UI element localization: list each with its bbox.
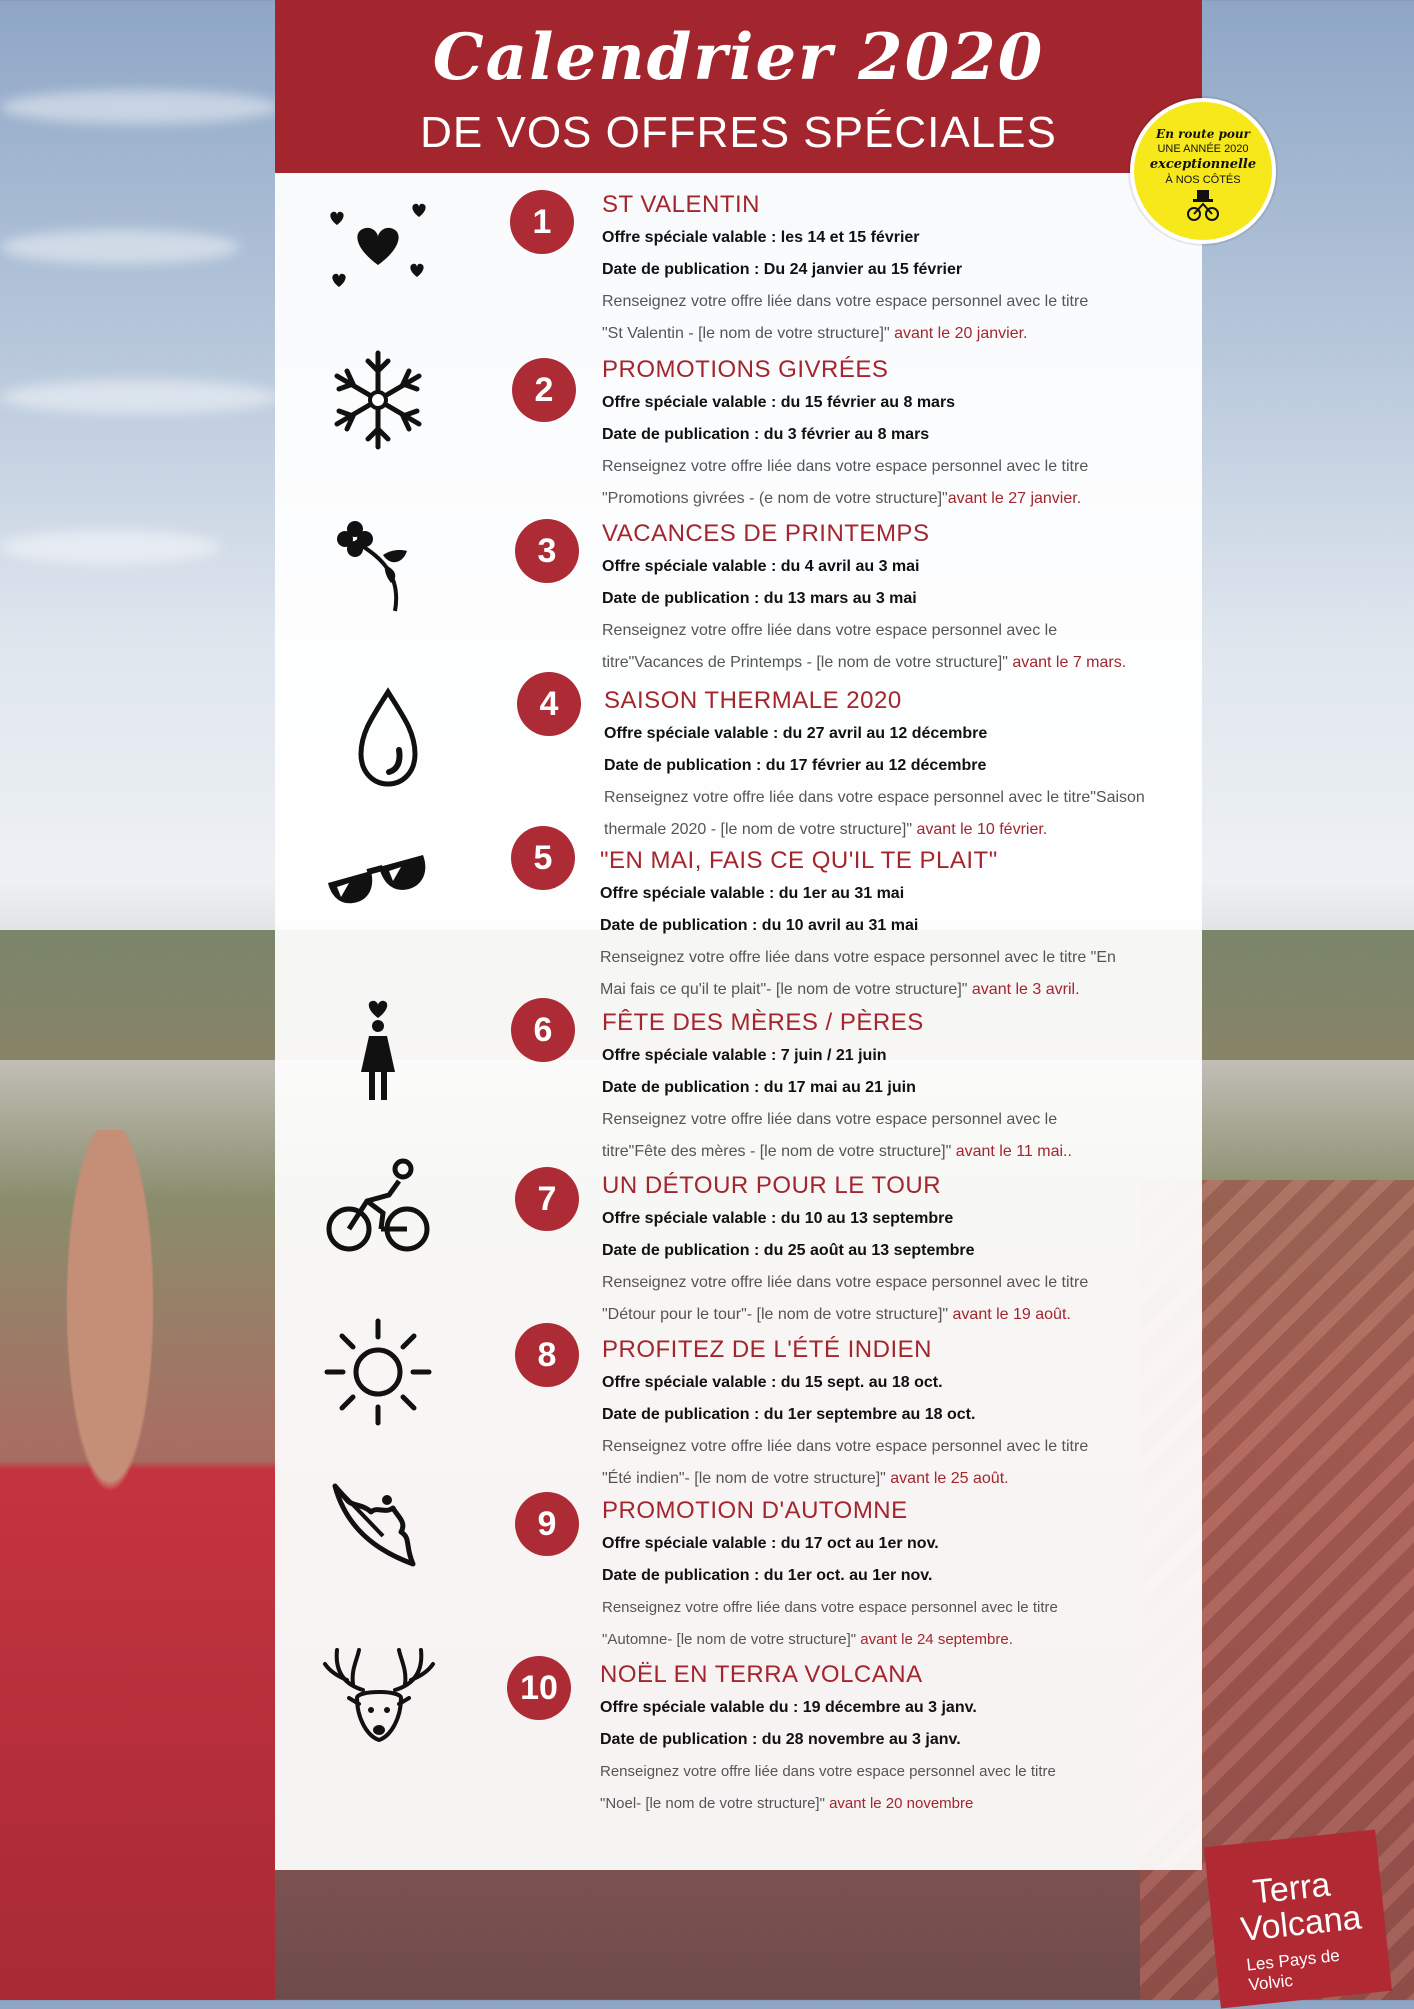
offer-info: Renseignez votre offre liée dans votre espace personnel avec le titre <box>602 1438 1089 1455</box>
offer-text <box>602 519 1192 679</box>
offer-text <box>602 1496 1192 1656</box>
offer-text <box>602 355 1192 515</box>
offer-validity: Offre spéciale valable : du 4 avril au 3 mai <box>602 558 920 575</box>
logo-tagline: Les Pays de Volvic <box>1245 1945 1341 1995</box>
offer-info-text: titre"Vacances de Printemps - [le nom de votre structure]" <box>602 654 1013 671</box>
sunglasses-icon <box>323 831 433 941</box>
background-cloud <box>0 90 280 124</box>
offer-info-text: Mai fais ce qu'il te plait"- [le nom de votre structure]" <box>600 981 972 998</box>
background-cloud <box>0 530 220 564</box>
offer-publication: Date de publication : du 10 avril au 31 mai <box>600 917 919 934</box>
offer-info: Renseignez votre offre liée dans votre espace personnel avec le titre <box>602 458 1089 475</box>
offer-info: Renseignez votre offre liée dans votre espace personnel avec le titre <box>600 1763 1056 1780</box>
offer-info-2 <box>600 974 1190 1006</box>
offer-validity: Offre spéciale valable : du 17 oct au 1er nov. <box>602 1535 939 1552</box>
offer-info-text: thermale 2020 - [le nom de votre structure]" <box>604 821 917 838</box>
offer-title: PROFITEZ DE L'ÉTÉ INDIEN <box>602 1336 932 1363</box>
offer-deadline: avant le 3 avril. <box>971 981 1080 998</box>
offer-info-2 <box>602 647 1192 679</box>
offer-validity: Offre spéciale valable : du 1er au 31 mai <box>600 885 905 902</box>
offer-validity: Offre spéciale valable : du 15 sept. au 18 oct. <box>602 1374 943 1391</box>
offer-info-2 <box>602 1136 1192 1168</box>
offer-publication: Date de publication : du 17 février au 12 décembre <box>604 757 987 774</box>
offer-info: Renseignez votre offre liée dans votre espace personnel avec le titre <box>602 293 1089 310</box>
offer-title: "EN MAI, FAIS CE QU'IL TE PLAIT" <box>600 847 998 874</box>
offer-validity: Offre spéciale valable : du 10 au 13 septembre <box>602 1210 954 1227</box>
offer-deadline: avant le 10 février. <box>916 821 1048 838</box>
offer-info-text: "Été indien"- [le nom de votre structure]" <box>602 1470 891 1487</box>
badge-line-1: En route pour <box>1156 127 1250 141</box>
offer-validity: Offre spéciale valable : 7 juin / 21 juin <box>602 1047 887 1064</box>
background-person <box>0 1130 275 2000</box>
offer-text <box>604 686 1194 846</box>
offer-publication: Date de publication : du 25 août au 13 septembre <box>602 1242 975 1259</box>
water-drop-icon <box>333 684 443 794</box>
offer-info-2 <box>602 483 1192 515</box>
logo-wordmark <box>1235 1864 1363 1948</box>
offer-title: VACANCES DE PRINTEMPS <box>602 520 930 547</box>
offer-deadline: avant le 24 septembre. <box>860 1631 1013 1648</box>
offer-validity: Offre spéciale valable : les 14 et 15 février <box>602 229 920 246</box>
offer-text <box>600 1660 1190 1820</box>
offer-validity: Offre spéciale valable : du 27 avril au 12 décembre <box>604 725 988 742</box>
offer-number-badge: 5 <box>511 826 575 890</box>
badge-line-4: À NOS CÔTÉS <box>1165 174 1241 186</box>
offer-title: ST VALENTIN <box>602 191 760 218</box>
offer-title: PROMOTION D'AUTOMNE <box>602 1497 908 1524</box>
offer-info: Renseignez votre offre liée dans votre espace personnel avec le titre"Saison <box>604 789 1145 806</box>
sun-icon <box>323 1317 433 1427</box>
offer-title: FÊTE DES MÈRES / PÈRES <box>602 1009 924 1036</box>
offer-publication: Date de publication : Du 24 janvier au 15 février <box>602 261 963 278</box>
offer-title: PROMOTIONS GIVRÉES <box>602 356 889 383</box>
offer-deadline: avant le 20 novembre <box>829 1795 974 1812</box>
offer-deadline: avant le 11 mai.. <box>955 1143 1072 1160</box>
terra-volcana-logo <box>1204 1829 1392 2008</box>
badge-line-3: exceptionnelle <box>1149 157 1257 172</box>
logo-line-2: Volcana <box>1238 1898 1364 1949</box>
offer-validity: Offre spéciale valable : du 15 février au 8 mars <box>602 394 956 411</box>
offer-number-badge: 4 <box>517 672 581 736</box>
offer-info-text: "Détour pour le tour"- [le nom de votre structure]" <box>602 1306 953 1323</box>
offer-info-text: "Automne- [le nom de votre structure]" <box>602 1631 861 1648</box>
background-cloud <box>0 230 240 264</box>
offer-number-badge: 8 <box>515 1323 579 1387</box>
offer-validity: Offre spéciale valable du : 19 décembre au 3 janv. <box>600 1699 977 1716</box>
offer-info-2 <box>602 1299 1192 1331</box>
offer-publication: Date de publication : du 3 février au 8 mars <box>602 426 930 443</box>
offer-info-2 <box>600 1788 1190 1820</box>
offer-info: Renseignez votre offre liée dans votre espace personnel avec le <box>602 622 1058 639</box>
offer-publication: Date de publication : du 28 novembre au 3 janv. <box>600 1731 961 1748</box>
offer-info-text: titre"Fête des mères - [le nom de votre structure]" <box>602 1143 956 1160</box>
page-subtitle: DE VOS OFFRES SPÉCIALES <box>420 108 1057 157</box>
offer-publication: Date de publication : du 1er oct. au 1er nov. <box>602 1567 933 1584</box>
offer-info-text: "Noel- [le nom de votre structure]" <box>600 1795 830 1812</box>
offer-deadline: avant le 25 août. <box>890 1470 1009 1487</box>
offer-info-2 <box>602 1624 1192 1656</box>
offer-info-2 <box>604 814 1194 846</box>
cyclist-icon <box>323 1151 433 1261</box>
offer-deadline: avant le 7 mars. <box>1012 654 1127 671</box>
offer-text <box>602 190 1192 350</box>
offer-text <box>602 1335 1192 1495</box>
offer-info-2 <box>602 1463 1192 1495</box>
snowflake-icon <box>323 345 433 455</box>
offer-text <box>600 846 1190 1006</box>
offer-publication: Date de publication : du 17 mai au 21 juin <box>602 1079 916 1096</box>
page-title: Calendrier 2020 <box>432 20 1045 95</box>
hearts-icon <box>323 195 433 305</box>
offer-title: UN DÉTOUR POUR LE TOUR <box>602 1172 942 1199</box>
offer-title: NOËL EN TERRA VOLCANA <box>600 1661 923 1688</box>
offer-publication: Date de publication : du 1er septembre au 18 oct. <box>602 1406 976 1423</box>
autumn-leaf-icon <box>323 1476 433 1586</box>
reindeer-icon <box>319 1640 439 1760</box>
offer-info: Renseignez votre offre liée dans votre espace personnel avec le titre <box>602 1599 1058 1616</box>
offer-info-text: "Promotions givrées - (e nom de votre structure]" <box>602 490 948 507</box>
offer-number-badge: 2 <box>512 358 576 422</box>
offer-info: Renseignez votre offre liée dans votre espace personnel avec le <box>602 1111 1058 1128</box>
offer-deadline: avant le 27 janvier. <box>947 490 1082 507</box>
offer-deadline: avant le 19 août. <box>952 1306 1071 1323</box>
flower-icon <box>323 511 433 621</box>
woman-heart-icon <box>323 978 433 1108</box>
offer-number-badge: 1 <box>510 190 574 254</box>
offer-number-badge: 10 <box>507 1656 571 1720</box>
offer-title: SAISON THERMALE 2020 <box>604 687 902 714</box>
offer-deadline: avant le 20 janvier. <box>894 325 1028 342</box>
offer-number-badge: 9 <box>515 1492 579 1556</box>
offer-number-badge: 7 <box>515 1167 579 1231</box>
offer-number-badge: 6 <box>511 998 575 1062</box>
offer-info: Renseignez votre offre liée dans votre espace personnel avec le titre "En <box>600 949 1116 966</box>
offer-info-text: "St Valentin - [le nom de votre structure]" <box>602 325 895 342</box>
header-banner <box>275 0 1202 173</box>
offer-info-2 <box>602 318 1192 350</box>
offer-text <box>602 1008 1192 1168</box>
offer-number-badge: 3 <box>515 519 579 583</box>
background-cloud <box>0 380 280 414</box>
offer-text <box>602 1171 1192 1331</box>
badge-line-2: UNE ANNÉE 2020 <box>1157 143 1249 155</box>
offer-publication: Date de publication : du 13 mars au 3 mai <box>602 590 917 607</box>
logo-line-1: Terra <box>1251 1865 1333 1912</box>
offer-info: Renseignez votre offre liée dans votre espace personnel avec le titre <box>602 1274 1089 1291</box>
